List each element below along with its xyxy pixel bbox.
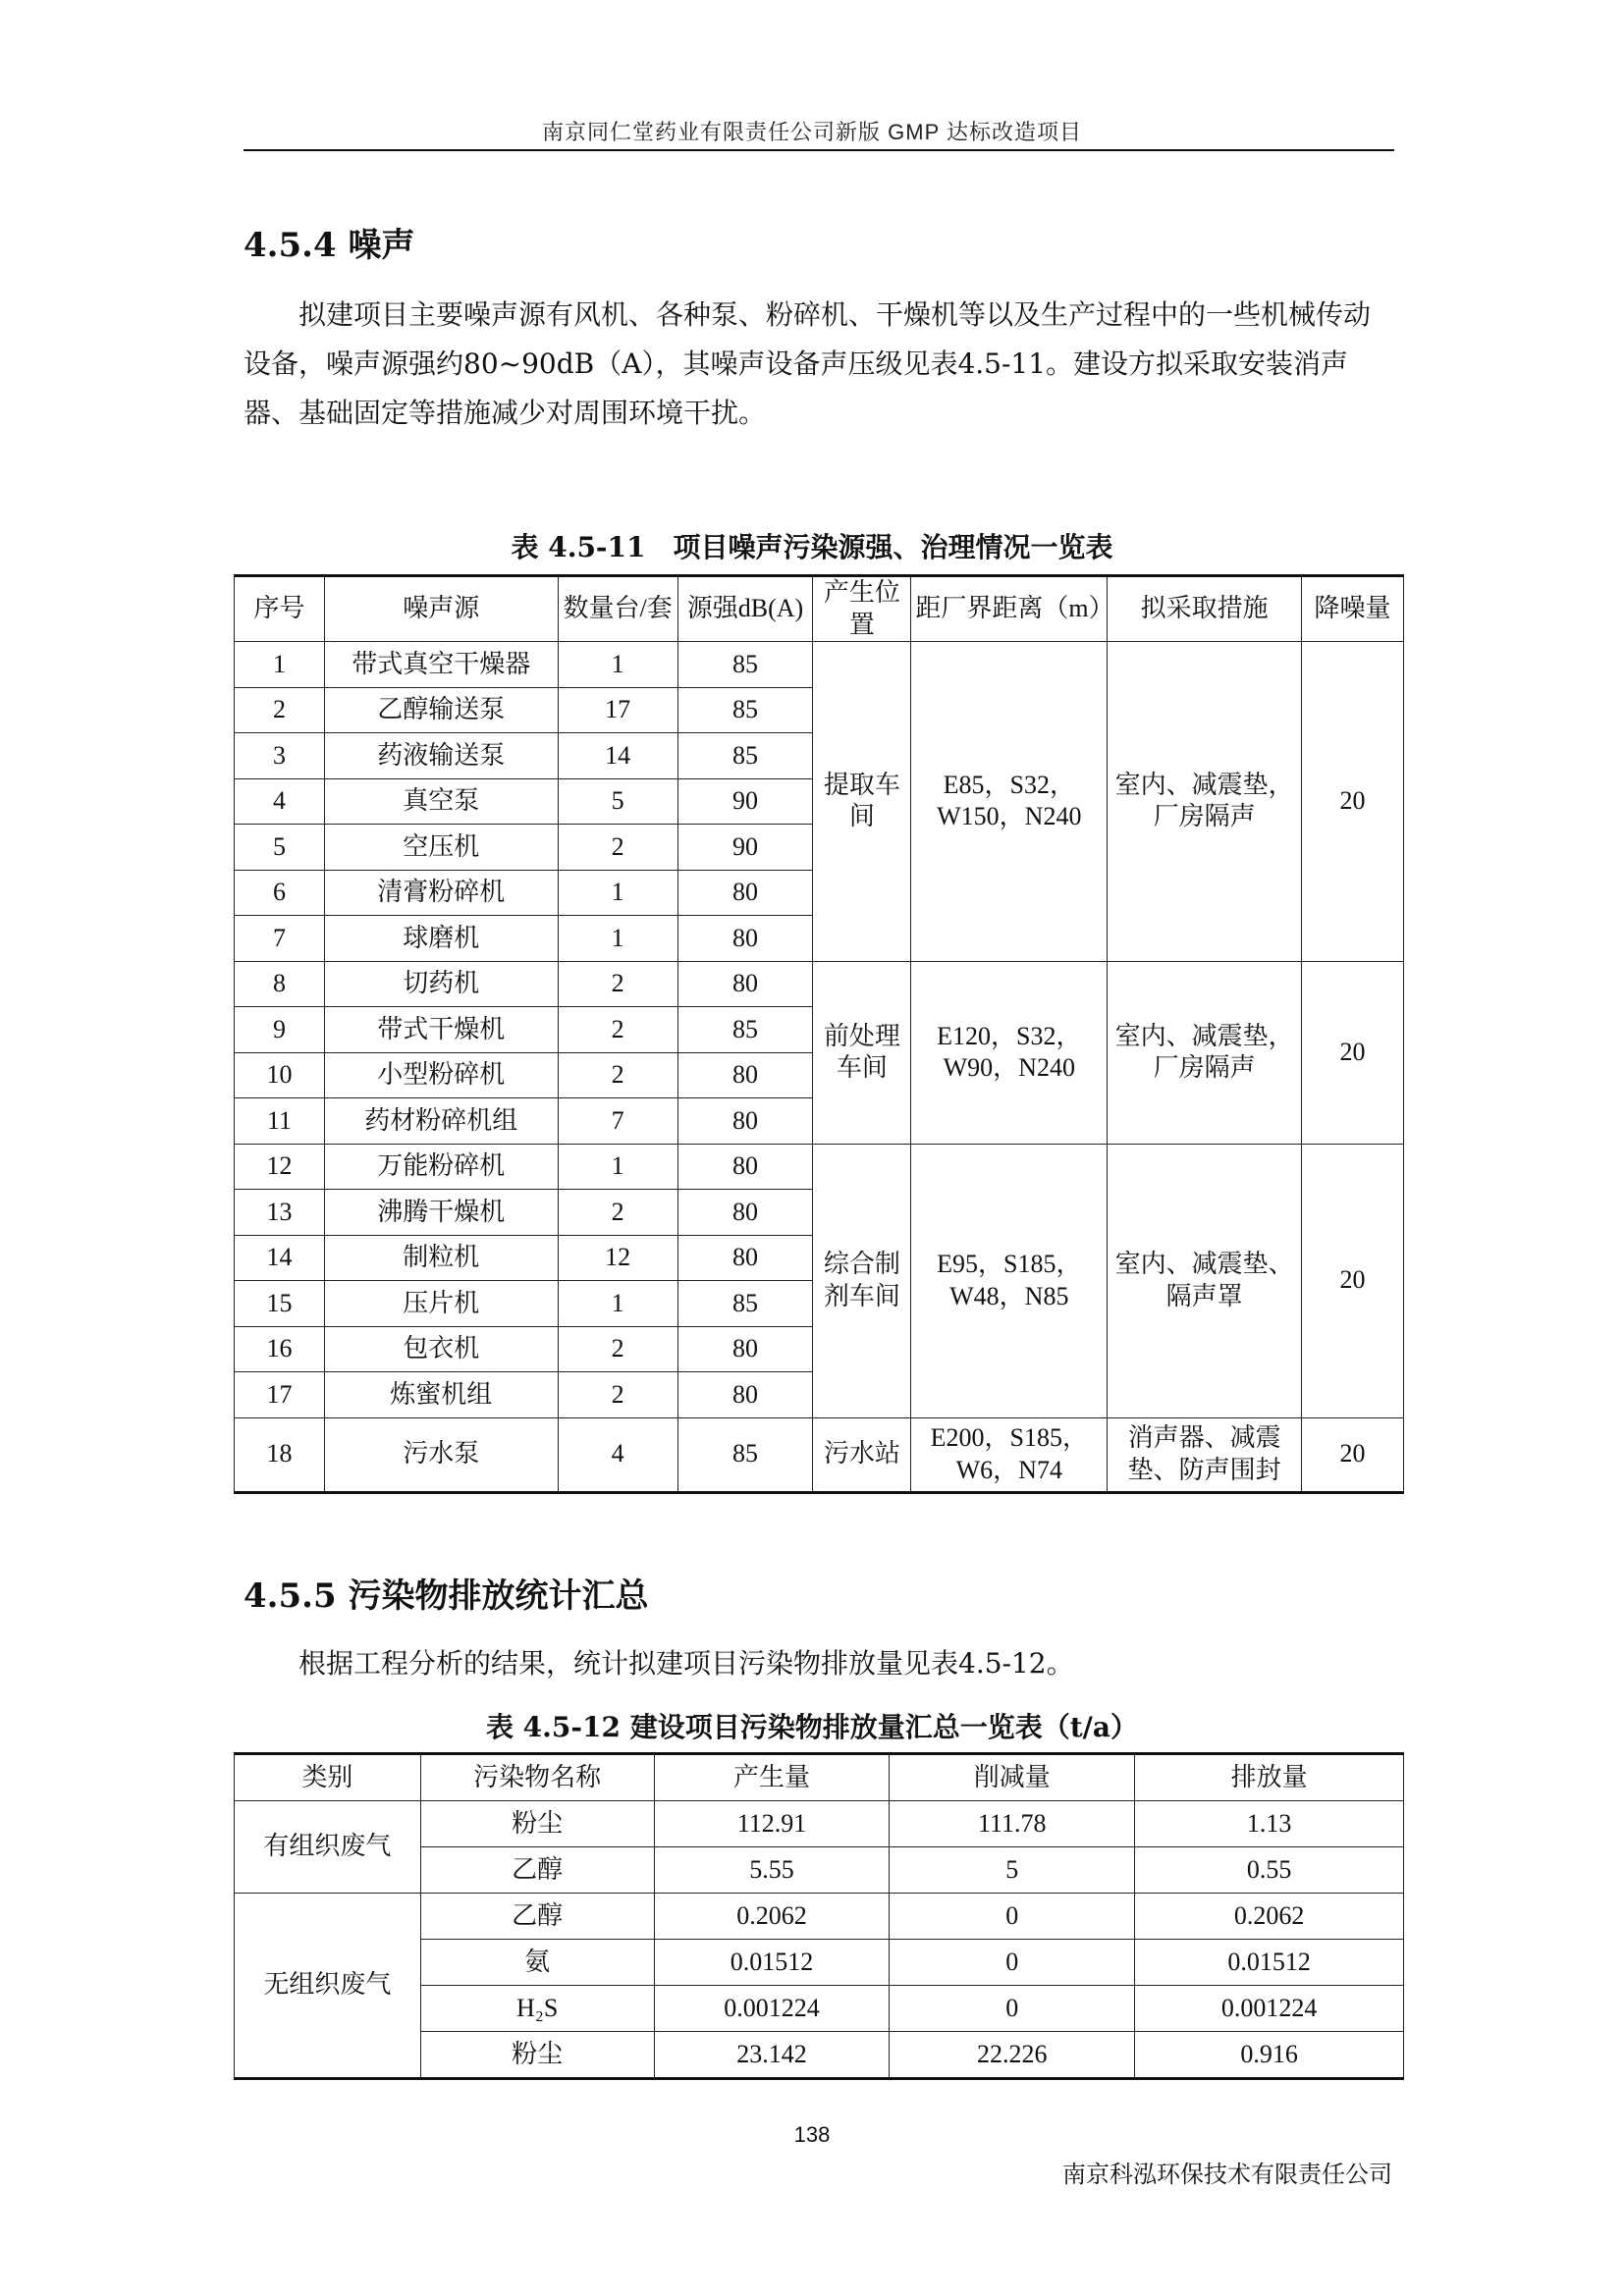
t1-location-cell: 提取车间 bbox=[813, 642, 911, 962]
t1-cell: 3 bbox=[235, 733, 325, 779]
t1-cell: 17 bbox=[235, 1372, 325, 1418]
t1-cell: 85 bbox=[677, 687, 813, 733]
t1-cell: 2 bbox=[558, 1372, 677, 1418]
t2-cell: H₂S bbox=[420, 1986, 654, 2032]
t1-cell: 炼蜜机组 bbox=[324, 1372, 558, 1418]
section-heading-pollutants: 4.5.5 污染物排放统计汇总 bbox=[244, 1576, 649, 1616]
t1-measures-cell: 室内、减震垫，厂房隔声 bbox=[1108, 961, 1302, 1144]
t1-col-header: 距厂界距离（m） bbox=[911, 576, 1108, 642]
table-row bbox=[235, 1801, 1404, 1847]
t1-cell: 乙醇输送泵 bbox=[324, 687, 558, 733]
t1-cell: 1 bbox=[558, 1281, 677, 1327]
t1-cell: 药液输送泵 bbox=[324, 733, 558, 779]
t2-cell: 0.01512 bbox=[654, 1940, 890, 1986]
t1-cell: 2 bbox=[558, 961, 677, 1007]
table-row bbox=[235, 1417, 1404, 1492]
t1-location-cell: 污水站 bbox=[813, 1417, 911, 1492]
t1-cell: 2 bbox=[558, 1007, 677, 1053]
t1-cell: 8 bbox=[235, 961, 325, 1007]
t1-cell: 1 bbox=[558, 916, 677, 962]
table2-caption: 表 4.5-12 建设项目污染物排放量汇总一览表（t/a） bbox=[485, 1711, 1139, 1743]
noise-paragraph: 拟建项目主要噪声源有风机、各种泵、粉碎机、干燥机等以及生产过程中的一些机械传动设备，噪声源强约80~90dB（A），其噪声设备声压级见表4.5-11。建设方拟采取安装消声器、基础固定等措施减少对周围环境干扰。 bbox=[244, 298, 1372, 429]
t1-cell: 压片机 bbox=[324, 1281, 558, 1327]
t1-cell: 10 bbox=[235, 1052, 325, 1098]
t2-cell: 0.55 bbox=[1135, 1847, 1404, 1894]
t2-cell: 氨 bbox=[420, 1940, 654, 1986]
table-row bbox=[235, 642, 1404, 688]
t1-cell: 空压机 bbox=[324, 825, 558, 871]
t1-col-header: 降噪量 bbox=[1302, 576, 1404, 642]
t1-cell: 80 bbox=[677, 961, 813, 1007]
t2-col-header: 污染物名称 bbox=[420, 1754, 654, 1801]
t1-cell: 2 bbox=[235, 687, 325, 733]
table-row bbox=[235, 961, 1404, 1007]
t1-cell: 2 bbox=[558, 1190, 677, 1236]
table-row bbox=[235, 1894, 1404, 1940]
t1-cell: 小型粉碎机 bbox=[324, 1052, 558, 1098]
t1-measures-cell: 室内、减震垫，厂房隔声 bbox=[1108, 642, 1302, 962]
t1-location-cell: 综合制剂车间 bbox=[813, 1144, 911, 1417]
t2-cell: 0.2062 bbox=[1135, 1894, 1404, 1940]
t1-cell: 1 bbox=[235, 642, 325, 688]
t1-col-header: 序号 bbox=[235, 576, 325, 642]
t1-col-header: 源强dB(A) bbox=[677, 576, 813, 642]
t1-cell: 清膏粉碎机 bbox=[324, 870, 558, 916]
t1-cell: 17 bbox=[558, 687, 677, 733]
t2-cell: 0.001224 bbox=[1135, 1986, 1404, 2032]
t2-cell: 111.78 bbox=[890, 1801, 1135, 1847]
pollutants-paragraph: 根据工程分析的结果，统计拟建项目污染物排放量见表4.5-12。 bbox=[298, 1647, 1074, 1680]
t1-reduction-cell: 20 bbox=[1302, 1417, 1404, 1492]
t2-col-header: 削减量 bbox=[890, 1754, 1135, 1801]
t1-location-cell: 前处理车间 bbox=[813, 961, 911, 1144]
pollutant-emission-table bbox=[234, 1752, 1404, 2080]
t1-measures-cell: 消声器、减震垫、防声围封 bbox=[1108, 1417, 1302, 1492]
table1-caption: 表 4.5-11 项目噪声污染源强、治理情况一览表 bbox=[511, 531, 1113, 563]
t1-reduction-cell: 20 bbox=[1302, 961, 1404, 1144]
t2-cell: 粉尘 bbox=[420, 2032, 654, 2079]
t1-measures-cell: 室内、减震垫、隔声罩 bbox=[1108, 1144, 1302, 1417]
t2-cell: 1.13 bbox=[1135, 1801, 1404, 1847]
t1-col-header: 数量台/套 bbox=[558, 576, 677, 642]
t1-cell: 12 bbox=[558, 1235, 677, 1281]
t1-cell: 80 bbox=[677, 870, 813, 916]
t2-col-header: 排放量 bbox=[1135, 1754, 1404, 1801]
t2-cell: 0.001224 bbox=[654, 1986, 890, 2032]
t1-cell: 7 bbox=[235, 916, 325, 962]
t1-cell: 90 bbox=[677, 778, 813, 825]
t2-cell: 粉尘 bbox=[420, 1801, 654, 1847]
t2-category-cell: 无组织废气 bbox=[235, 1894, 421, 2079]
t2-cell: 112.91 bbox=[654, 1801, 890, 1847]
t2-cell: 5.55 bbox=[654, 1847, 890, 1894]
t1-cell: 80 bbox=[677, 1144, 813, 1190]
t1-cell: 85 bbox=[677, 1281, 813, 1327]
t1-cell: 12 bbox=[235, 1144, 325, 1190]
t1-cell: 13 bbox=[235, 1190, 325, 1236]
t2-col-header: 类别 bbox=[235, 1754, 421, 1801]
t2-cell: 0.01512 bbox=[1135, 1940, 1404, 1986]
t1-distance-cell: E95，S185，W48，N85 bbox=[911, 1144, 1108, 1417]
t1-cell: 2 bbox=[558, 1326, 677, 1372]
t1-cell: 15 bbox=[235, 1281, 325, 1327]
t1-cell: 5 bbox=[558, 778, 677, 825]
t1-distance-cell: E85，S32，W150，N240 bbox=[911, 642, 1108, 962]
t1-reduction-cell: 20 bbox=[1302, 642, 1404, 962]
t1-cell: 1 bbox=[558, 870, 677, 916]
page-header-title: 南京同仁堂药业有限责任公司新版 GMP 达标改造项目 bbox=[542, 120, 1082, 144]
t1-cell: 14 bbox=[235, 1235, 325, 1281]
t2-category-cell: 有组织废气 bbox=[235, 1801, 421, 1894]
t1-cell: 16 bbox=[235, 1326, 325, 1372]
t1-cell: 85 bbox=[677, 1417, 813, 1492]
t1-cell: 85 bbox=[677, 642, 813, 688]
t1-cell: 球磨机 bbox=[324, 916, 558, 962]
t1-cell: 4 bbox=[558, 1417, 677, 1492]
t2-cell: 22.226 bbox=[890, 2032, 1135, 2079]
t1-cell: 沸腾干燥机 bbox=[324, 1190, 558, 1236]
t1-cell: 制粒机 bbox=[324, 1235, 558, 1281]
t1-cell: 真空泵 bbox=[324, 778, 558, 825]
section-heading-noise: 4.5.4 噪声 bbox=[244, 226, 415, 265]
t2-cell: 23.142 bbox=[654, 2032, 890, 2079]
t1-cell: 9 bbox=[235, 1007, 325, 1053]
noise-source-table bbox=[234, 574, 1404, 1494]
t1-cell: 80 bbox=[677, 916, 813, 962]
table1-header-row bbox=[235, 576, 1404, 642]
t1-cell: 80 bbox=[677, 1235, 813, 1281]
t1-reduction-cell: 20 bbox=[1302, 1144, 1404, 1417]
t1-cell: 切药机 bbox=[324, 961, 558, 1007]
table2-header-row bbox=[235, 1754, 1404, 1801]
t2-cell: 0 bbox=[890, 1894, 1135, 1940]
t2-col-header: 产生量 bbox=[654, 1754, 890, 1801]
t1-distance-cell: E120，S32，W90，N240 bbox=[911, 961, 1108, 1144]
t1-cell: 80 bbox=[677, 1052, 813, 1098]
t1-cell: 80 bbox=[677, 1190, 813, 1236]
t1-distance-cell: E200，S185，W6，N74 bbox=[911, 1417, 1108, 1492]
t1-cell: 85 bbox=[677, 1007, 813, 1053]
t2-cell: 0.2062 bbox=[654, 1894, 890, 1940]
t1-cell: 污水泵 bbox=[324, 1417, 558, 1492]
t2-cell: 乙醇 bbox=[420, 1847, 654, 1894]
t1-cell: 带式真空干燥器 bbox=[324, 642, 558, 688]
t2-cell: 5 bbox=[890, 1847, 1135, 1894]
t1-cell: 1 bbox=[558, 642, 677, 688]
t1-cell: 80 bbox=[677, 1326, 813, 1372]
t1-cell: 14 bbox=[558, 733, 677, 779]
t1-cell: 4 bbox=[235, 778, 325, 825]
t1-cell: 2 bbox=[558, 825, 677, 871]
t1-cell: 5 bbox=[235, 825, 325, 871]
table-row bbox=[235, 1144, 1404, 1190]
t1-cell: 包衣机 bbox=[324, 1326, 558, 1372]
t2-cell: 乙醇 bbox=[420, 1894, 654, 1940]
t1-cell: 万能粉碎机 bbox=[324, 1144, 558, 1190]
t1-col-header: 噪声源 bbox=[324, 576, 558, 642]
t1-cell: 80 bbox=[677, 1372, 813, 1418]
t1-col-header: 拟采取措施 bbox=[1108, 576, 1302, 642]
header-rule bbox=[244, 149, 1394, 151]
t1-cell: 18 bbox=[235, 1417, 325, 1492]
footer-company: 南京科泓环保技术有限责任公司 bbox=[1062, 2162, 1392, 2188]
t1-col-header: 产生位置 bbox=[813, 576, 911, 642]
t1-cell: 11 bbox=[235, 1098, 325, 1145]
t1-cell: 90 bbox=[677, 825, 813, 871]
t2-cell: 0 bbox=[890, 1940, 1135, 1986]
t1-cell: 80 bbox=[677, 1098, 813, 1145]
t1-cell: 7 bbox=[558, 1098, 677, 1145]
t1-cell: 2 bbox=[558, 1052, 677, 1098]
t1-cell: 药材粉碎机组 bbox=[324, 1098, 558, 1145]
t2-cell: 0 bbox=[890, 1986, 1135, 2032]
page-number: 138 bbox=[793, 2122, 831, 2147]
t1-cell: 6 bbox=[235, 870, 325, 916]
t1-cell: 85 bbox=[677, 733, 813, 779]
t1-cell: 带式干燥机 bbox=[324, 1007, 558, 1053]
t1-cell: 1 bbox=[558, 1144, 677, 1190]
t2-cell: 0.916 bbox=[1135, 2032, 1404, 2079]
